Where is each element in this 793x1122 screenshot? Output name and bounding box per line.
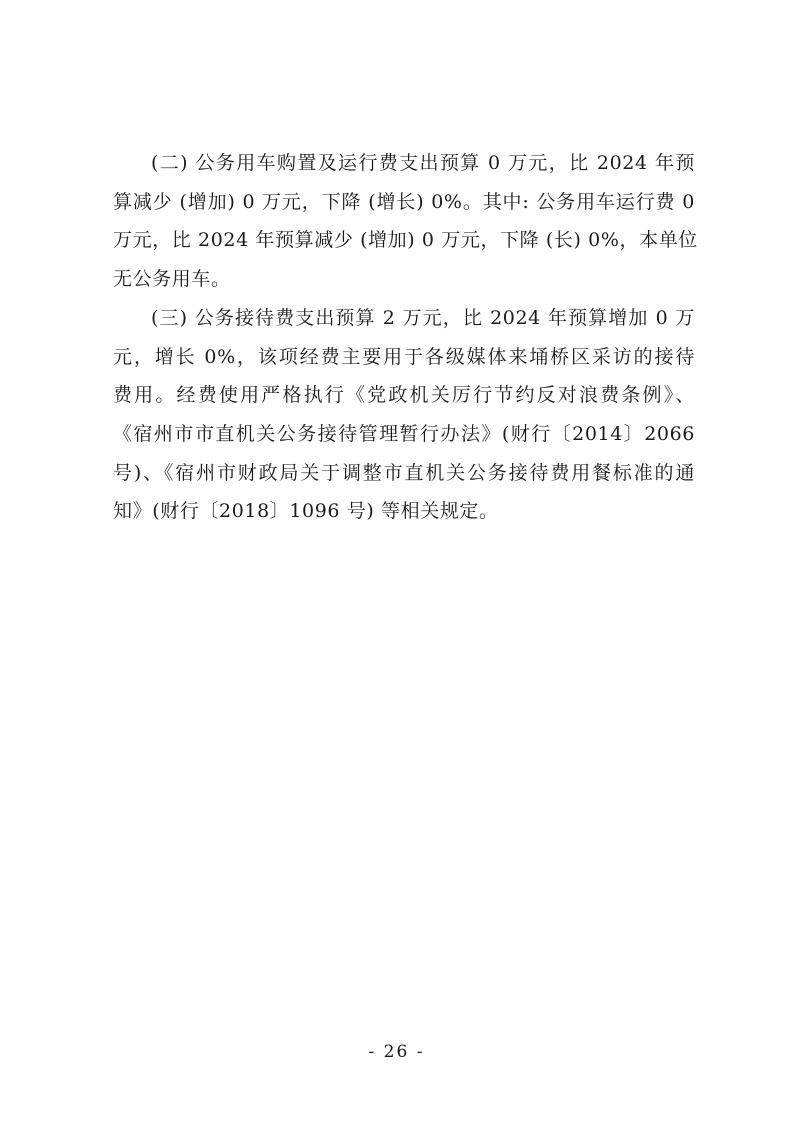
text-line: 算减少 (增加) 0 万元，下降 (增长) 0%。其中: 公务用车运行费 0 — [113, 190, 695, 213]
text-line: 元，增长 0%，该项经费主要用于各级媒体来埇桥区采访的接待 — [113, 345, 695, 368]
paragraph-vehicle-expenses — [113, 144, 698, 299]
page-number: - 26 - — [368, 1042, 425, 1062]
body-text — [113, 144, 698, 531]
text-line: 万元，比 2024 年预算减少 (增加) 0 万元，下降 (长) 0%，本单位 — [113, 229, 698, 252]
text-line: (三) 公务接待费支出预算 2 万元，比 2024 年预算增加 0 万 — [151, 306, 695, 329]
text-line: 《宿州市市直机关公务接待管理暂行办法》(财行〔2014〕2066 — [113, 422, 695, 445]
text-line: 号)、《宿州市财政局关于调整市直机关公务接待费用餐标准的通 — [113, 461, 695, 484]
text-line: 知》(财行〔2018〕1096 号) 等相关规定。 — [113, 500, 499, 523]
text-line: 费用。经费使用严格执行《党政机关厉行节约反对浪费条例》、 — [113, 384, 695, 407]
text-line: 无公务用车。 — [113, 268, 231, 291]
paragraph-reception-expenses — [113, 299, 695, 531]
text-line: (二) 公务用车购置及运行费支出预算 0 万元，比 2024 年预 — [151, 152, 695, 174]
